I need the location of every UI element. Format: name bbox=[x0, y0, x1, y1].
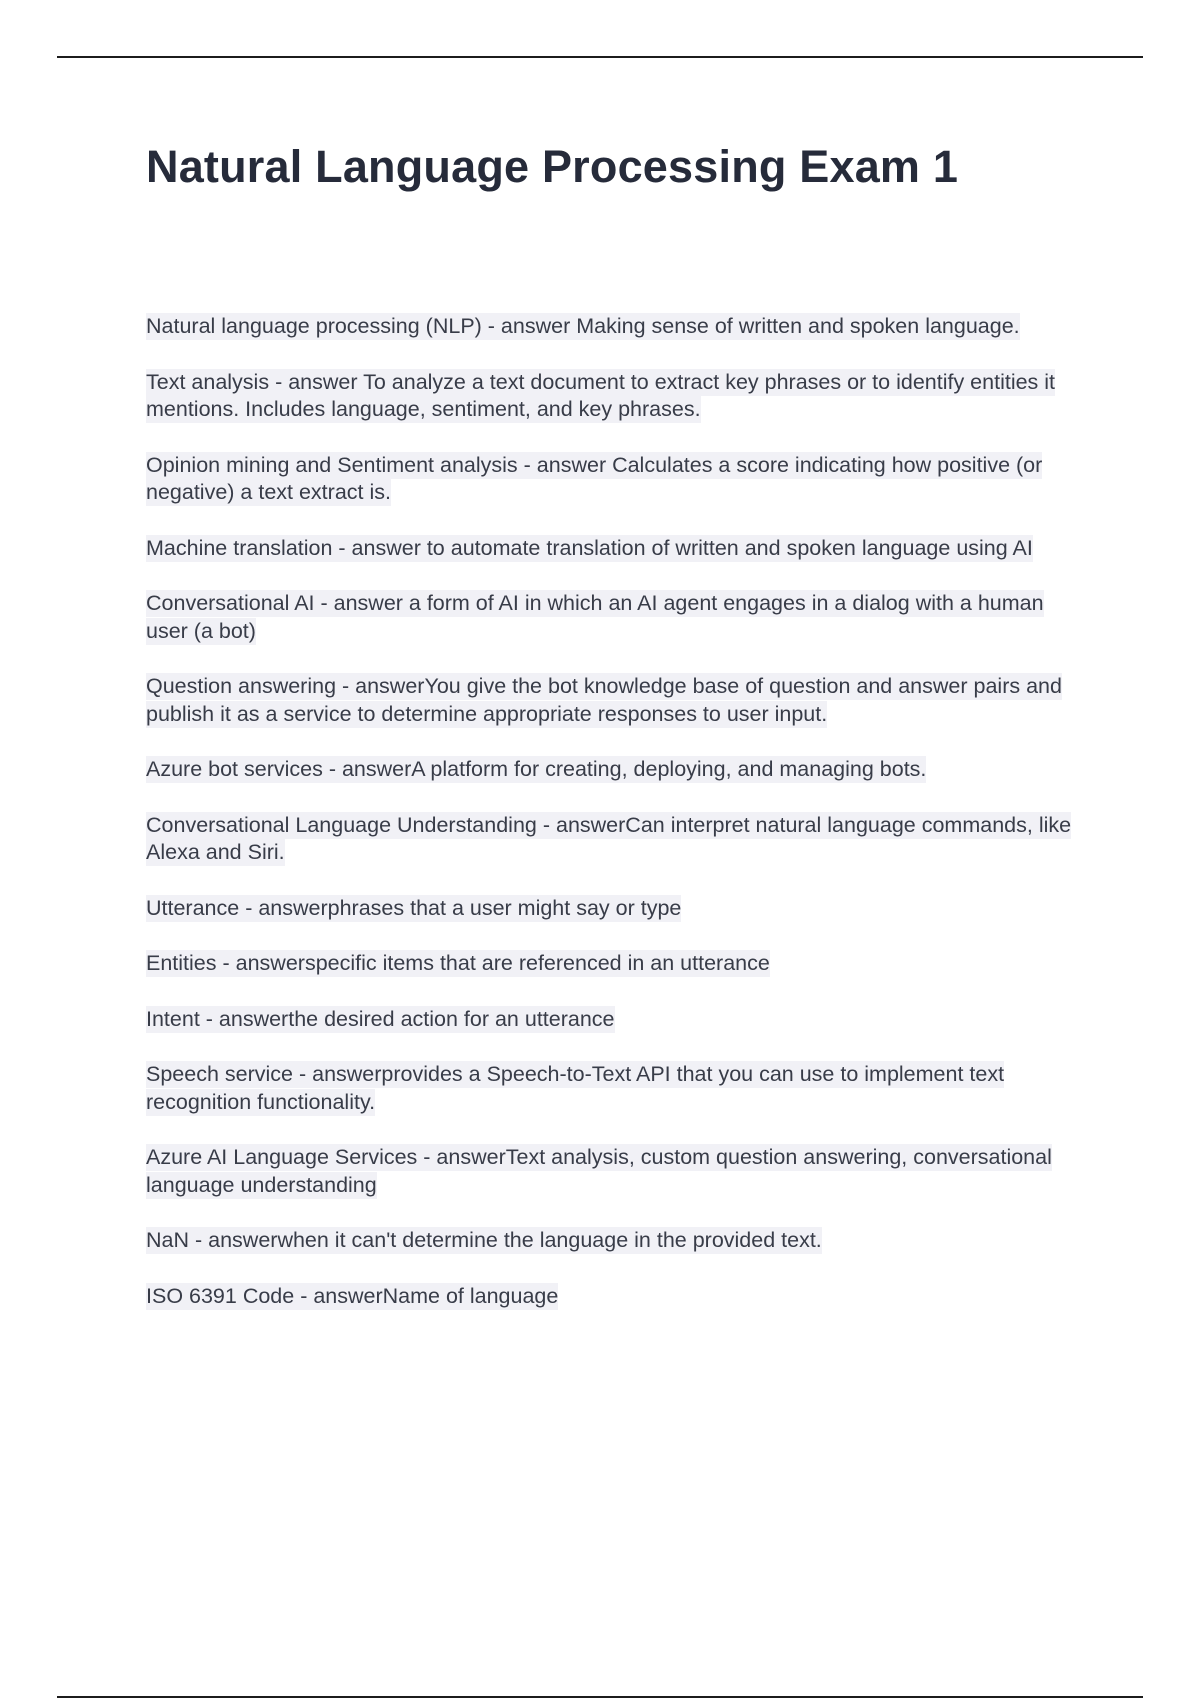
qa-term: Azure bot services bbox=[146, 757, 323, 781]
qa-answer: Making sense of written and spoken language. bbox=[576, 314, 1020, 338]
qa-item-text-analysis bbox=[146, 369, 1086, 424]
bottom-divider bbox=[57, 1696, 1143, 1698]
qa-separator: - answer bbox=[294, 1283, 383, 1308]
qa-answer: specific items that are referenced in an utterance bbox=[304, 951, 770, 975]
qa-term: Natural language processing (NLP) bbox=[146, 314, 482, 338]
qa-separator: - answer bbox=[481, 314, 577, 338]
qa-answer: Name of language bbox=[382, 1283, 559, 1308]
qa-item-utterance bbox=[146, 895, 1086, 923]
qa-answer: phrases that a user might say or type bbox=[327, 895, 682, 920]
qa-item-conversational-ai bbox=[146, 590, 1086, 645]
qa-term: Conversational Language Understanding bbox=[146, 812, 537, 837]
qa-separator: - answer bbox=[239, 895, 328, 920]
qa-term: Speech service bbox=[146, 1062, 293, 1086]
qa-separator: - answer bbox=[216, 951, 305, 975]
qa-separator: - answer bbox=[189, 1228, 278, 1252]
qa-term: Entities bbox=[146, 951, 217, 975]
qa-separator: - answer bbox=[269, 369, 364, 394]
qa-answer: the desired action for an utterance bbox=[288, 1006, 615, 1031]
qa-term: Utterance bbox=[146, 895, 240, 920]
qa-separator: - answer bbox=[293, 1062, 382, 1086]
qa-term: Machine translation bbox=[146, 535, 333, 560]
qa-item-intent bbox=[146, 1006, 1086, 1034]
qa-separator: - answer bbox=[322, 757, 412, 781]
qa-item-sentiment bbox=[146, 452, 1086, 507]
qa-separator: - answer bbox=[336, 674, 425, 698]
qa-list bbox=[146, 313, 1086, 1338]
qa-answer: a form of AI in which an AI agent engages in a dialog with a human user (a bot) bbox=[146, 591, 1044, 643]
qa-answer: when it can't determine the language in the provided text. bbox=[277, 1228, 822, 1252]
qa-item-nan bbox=[146, 1227, 1086, 1255]
document-title: Natural Language Processing Exam 1 bbox=[146, 141, 959, 192]
qa-term: ISO 6391 Code bbox=[146, 1283, 295, 1308]
qa-answer: provides a Speech-to-Text API that you can use to implement text recognition functionality. bbox=[146, 1062, 1005, 1114]
qa-answer: You give the bot knowledge base of question and answer pairs and publish it as a service to determine appropriate responses to user input. bbox=[146, 674, 1062, 726]
qa-term: Question answering bbox=[146, 674, 337, 698]
qa-item-azure-bot-services bbox=[146, 756, 1086, 784]
qa-item-iso-code bbox=[146, 1283, 1086, 1311]
qa-term: Opinion mining and Sentiment analysis bbox=[146, 452, 518, 477]
qa-separator: - answer bbox=[417, 1145, 506, 1169]
qa-separator: - answer bbox=[332, 535, 427, 560]
qa-separator: - answer bbox=[517, 452, 613, 477]
qa-answer: Can interpret natural language commands, like Alexa and Siri. bbox=[146, 812, 1072, 864]
qa-term: Intent bbox=[146, 1006, 200, 1031]
qa-answer: Calculates a score indicating how positive (or negative) a text extract is. bbox=[146, 452, 1043, 504]
qa-item-question-answering bbox=[146, 673, 1086, 728]
qa-term: Conversational AI bbox=[146, 591, 315, 615]
qa-separator: - answer bbox=[314, 591, 409, 615]
qa-answer: Text analysis, custom question answering, conversational language understanding bbox=[146, 1145, 1052, 1197]
qa-answer: A platform for creating, deploying, and managing bots. bbox=[411, 757, 927, 781]
qa-separator: - answer bbox=[199, 1006, 289, 1031]
qa-term: Azure AI Language Services bbox=[146, 1145, 418, 1169]
qa-item-machine-translation bbox=[146, 535, 1086, 563]
qa-answer: To analyze a text document to extract key phrases or to identify entities it mentions. Includes language, sentiment, and key phrases. bbox=[146, 369, 1056, 421]
qa-item-entities bbox=[146, 950, 1086, 978]
top-divider bbox=[57, 56, 1143, 58]
qa-item-speech-service bbox=[146, 1061, 1086, 1116]
qa-term: Text analysis bbox=[146, 369, 270, 394]
qa-item-azure-ai-language bbox=[146, 1144, 1086, 1199]
qa-answer: to automate translation of written and spoken language using AI bbox=[426, 535, 1033, 560]
qa-item-clu bbox=[146, 812, 1086, 867]
qa-item-nlp bbox=[146, 313, 1086, 341]
qa-term: NaN bbox=[146, 1228, 190, 1252]
qa-separator: - answer bbox=[536, 812, 626, 837]
